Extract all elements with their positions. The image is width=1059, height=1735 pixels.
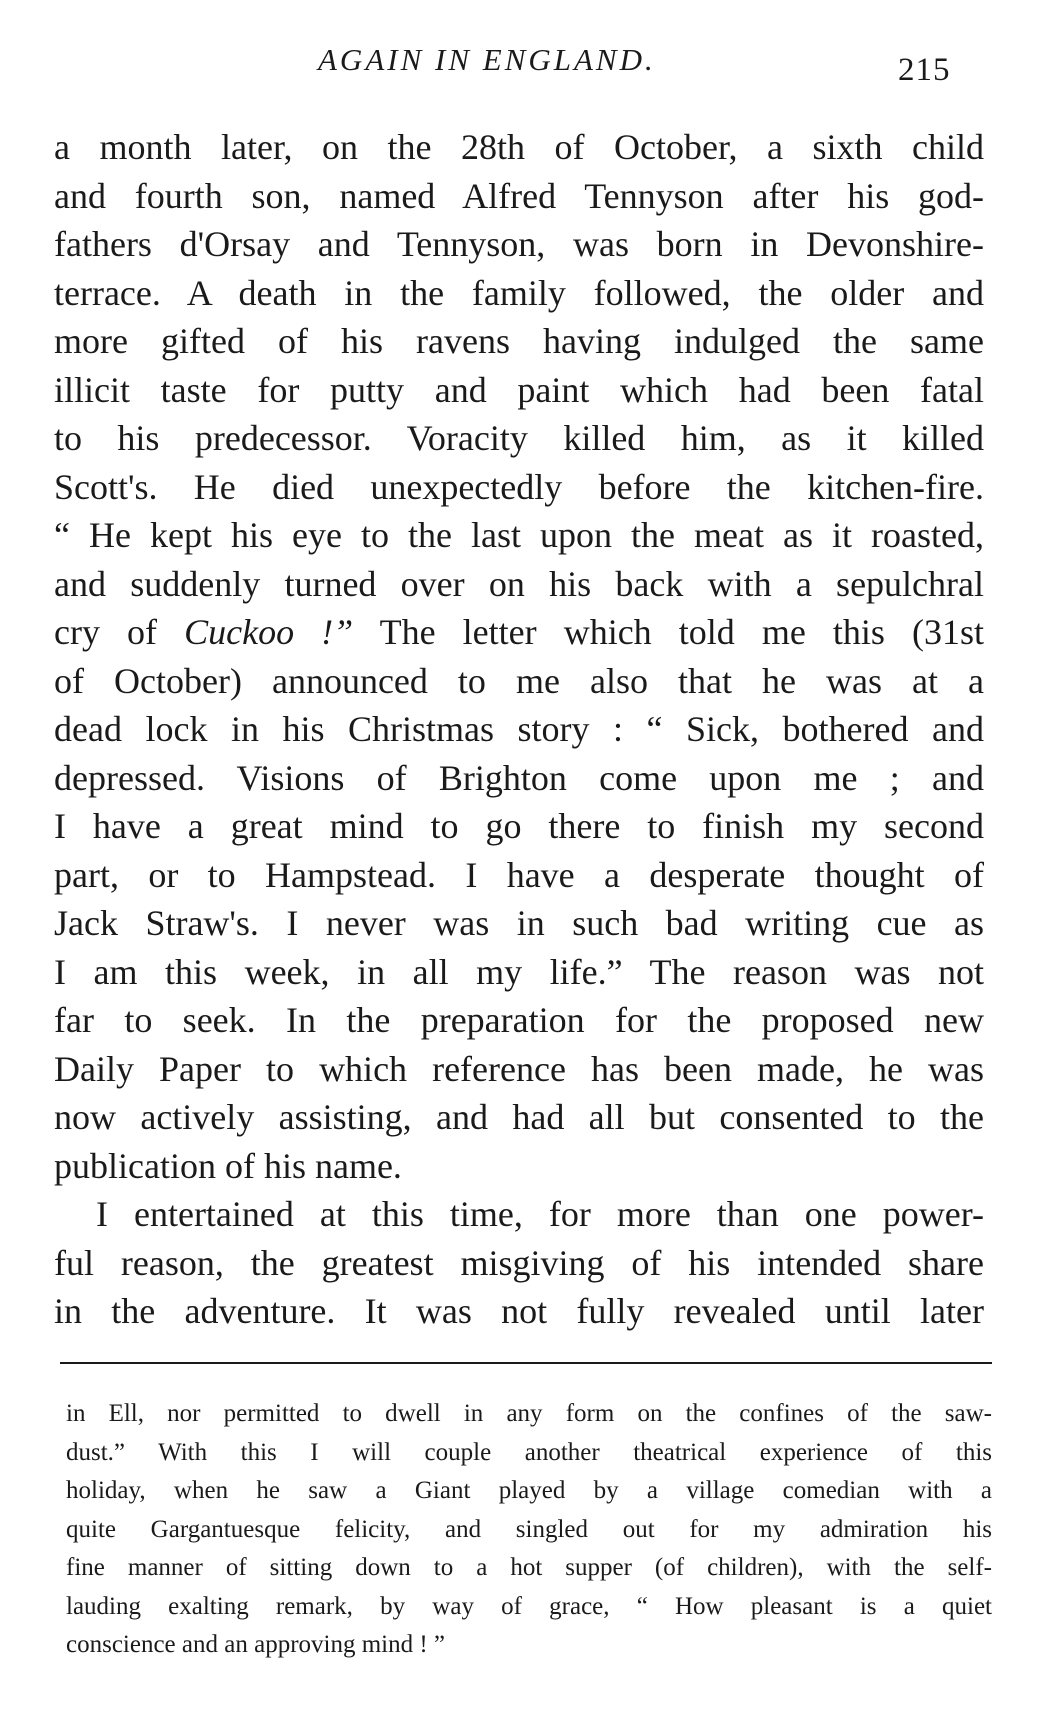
body-line: and suddenly turned over on his back with a sepulchral: [54, 563, 984, 604]
body-line: of October) announced to me also that he was at a: [54, 660, 984, 701]
page-number: 215: [898, 52, 951, 88]
running-title: AGAIN IN ENGLAND.: [318, 42, 656, 77]
body-line-cuckoo: [54, 608, 984, 657]
footnote-line: fine manner of sitting down to a hot supper (of children), with the self-: [66, 1554, 992, 1581]
body-line: depressed. Visions of Brighton come upon me ; and: [54, 757, 984, 798]
cry-prefix: cry of: [54, 612, 185, 652]
footnote-line: lauding exalting remark, by way of grace, “ How pleasant is a quiet: [66, 1592, 992, 1620]
cry-suffix: The letter which told me this (31st: [353, 612, 984, 652]
body-line: to his predecessor. Voracity killed him, as it killed: [54, 418, 984, 458]
body-line: dead lock in his Christmas story : “ Sick, bothered and: [54, 709, 984, 749]
cuckoo-italic: Cuckoo !”: [184, 612, 354, 652]
body-line: publication of his name.: [54, 1145, 402, 1186]
body-line: more gifted of his ravens having indulged the same: [54, 321, 984, 361]
body-line: I have a great mind to go there to finish my second: [54, 806, 984, 846]
footnote-line: quite Gargantuesque felicity, and singled out for my admiration his: [66, 1515, 992, 1543]
body-line: and fourth son, named Alfred Tennyson after his god-: [54, 175, 984, 216]
body-line: now actively assisting, and had all but consented to the: [54, 1097, 984, 1137]
body-line: I entertained at this time, for more than one power-: [96, 1194, 984, 1234]
body-line: terrace. A death in the family followed, the older and: [54, 272, 984, 313]
footnote-line: dust.” With this I will couple another theatrical experience of this: [66, 1438, 992, 1466]
body-line: I am this week, in all my life.” The reason was not: [54, 951, 984, 992]
body-line: “ He kept his eye to the last upon the meat as it roasted,: [54, 515, 984, 555]
body-line: Scott's. He died unexpectedly before the kitchen-fire.: [54, 466, 984, 507]
footnote-line: in Ell, nor permitted to dwell in any form on the confines of the saw-: [66, 1400, 992, 1427]
footnote-line: holiday, when he saw a Giant played by a village comedian with a: [66, 1477, 992, 1504]
body-line: a month later, on the 28th of October, a sixth child: [54, 127, 984, 167]
body-line: in the adventure. It was not fully revealed until later: [54, 1291, 984, 1331]
footnote-line: conscience and an approving mind ! ”: [66, 1631, 446, 1658]
footnote: [66, 1395, 992, 1665]
body-line: illicit taste for putty and paint which had been fatal: [54, 369, 984, 410]
body-line: ful reason, the greatest misgiving of his intended share: [54, 1242, 984, 1283]
body-line: Jack Straw's. I never was in such bad writing cue as: [54, 903, 984, 943]
footnote-rule: [60, 1362, 992, 1364]
body-line: far to seek. In the preparation for the proposed new: [54, 1000, 984, 1040]
body-line: fathers d'Orsay and Tennyson, was born in Devonshire-: [54, 224, 984, 264]
body-text: [54, 123, 984, 1336]
running-head: [0, 38, 1059, 88]
body-line: part, or to Hampstead. I have a desperate thought of: [54, 854, 984, 895]
body-line: Daily Paper to which reference has been made, he was: [54, 1048, 984, 1089]
